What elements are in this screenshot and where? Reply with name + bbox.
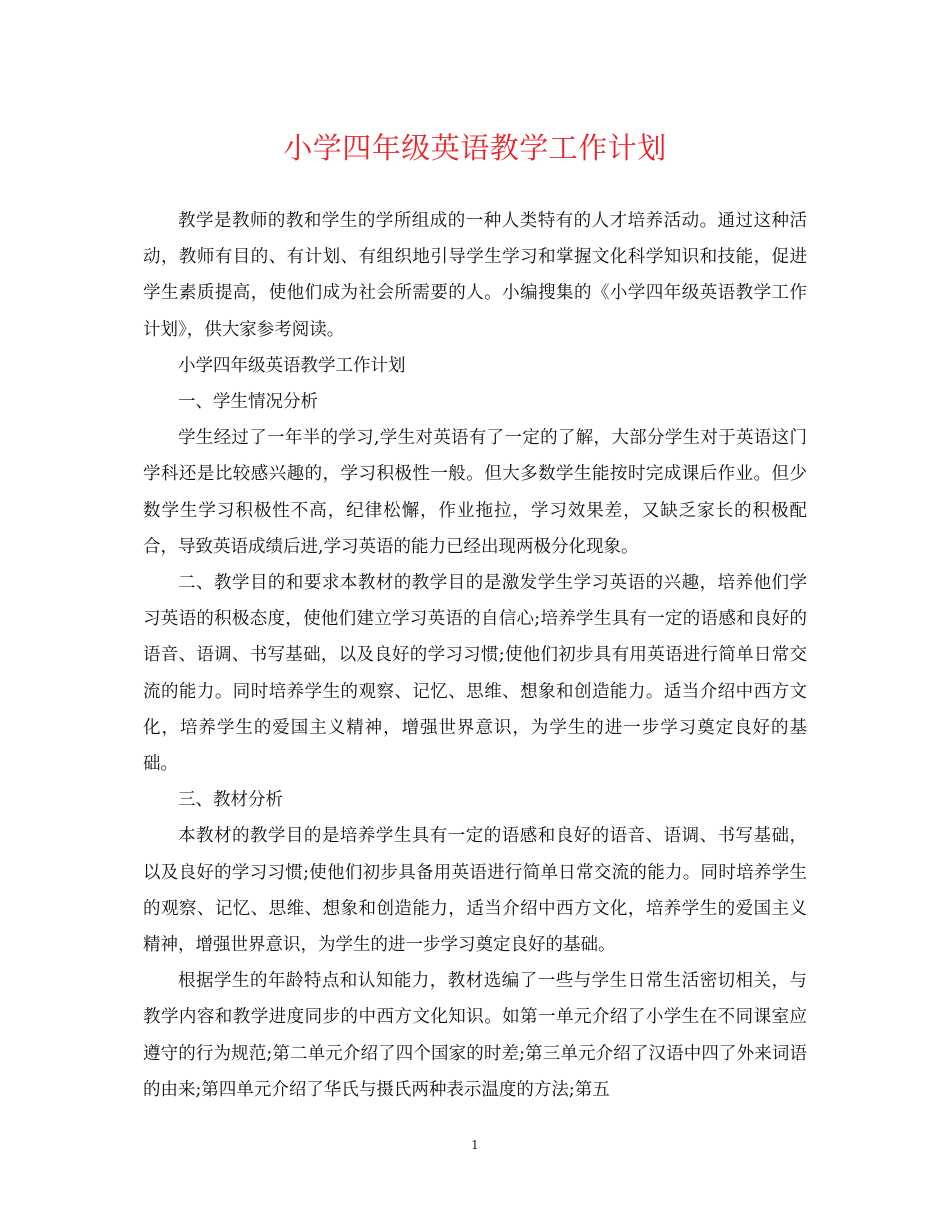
subtitle-paragraph: 小学四年级英语教学工作计划	[178, 355, 406, 376]
intro-paragraph: 教学是教师的教和学生的学所组成的一种人类特有的人才培养活动。通过这种活动，教师有目的、有计划、有组织地引导学生学习和掌握文化科学知识和技能，促进学生素质提高，使他们成为社会所需要的人。小编搜集的《小学四年级英语教学工作计划》，供大家参考阅读。	[143, 211, 807, 340]
section-heading-textbook-analysis: 三、教材分析	[178, 790, 283, 811]
student-analysis-paragraph: 学生经过了一年半的学习,学生对英语有了一定的了解，大部分学生对于英语这门学科还是比较感兴趣的，学习积极性一般。但大多数学生能按时完成课后作业。但少数学生学习积极性不高，纪律松懈，作业拖拉，学习效果差，又缺乏家长的积极配合，导致英语成绩后进,学习英语的能力已经出现两极分化现象。	[143, 428, 807, 557]
page-number: 1	[471, 1138, 479, 1152]
textbook-analysis-paragraph: 本教材的教学目的是培养学生具有一定的语感和良好的语音、语调、书写基础，以及良好的学习习惯;使他们初步具备用英语进行简单日常交流的能力。同时培养学生的观察、记忆、思维、想象和创造能力，适当介绍中西方文化，培养学生的爱国主义精神，增强世界意识，为学生的进一步学习奠定良好的基础。	[143, 826, 807, 956]
section-heading-student-analysis: 一、学生情况分析	[178, 392, 318, 413]
teaching-goals-paragraph: 二、教学目的和要求本教材的教学目的是激发学生学习英语的兴趣，培养他们学习英语的积极态度，使他们建立学习英语的自信心;培养学生具有一定的语感和良好的语音、语调、书写基础，以及良好的学习习惯;使他们初步具有用英语进行简单日常交流的能力。同时培养学生的观察、记忆、思维、想象和创造能力。适当介绍中西方文化，培养学生的爱国主义精神，增强世界意识，为学生的进一步学习奠定良好的基础。	[143, 573, 807, 775]
document-body	[143, 203, 807, 1108]
document-title: 小学四年级英语教学工作计划	[283, 131, 667, 165]
culture-knowledge-paragraph: 根据学生的年龄特点和认知能力，教材选编了一些与学生日常生活密切相关，与教学内容和教学进度同步的中西方文化知识。如第一单元介绍了小学生在不同课室应遵守的行为规范;第二单元介绍了四个国家的时差;第三单元介绍了汉语中四了外来词语的由来;第四单元介绍了华氏与摄氏两种表示温度的方法;第五	[143, 971, 807, 1100]
